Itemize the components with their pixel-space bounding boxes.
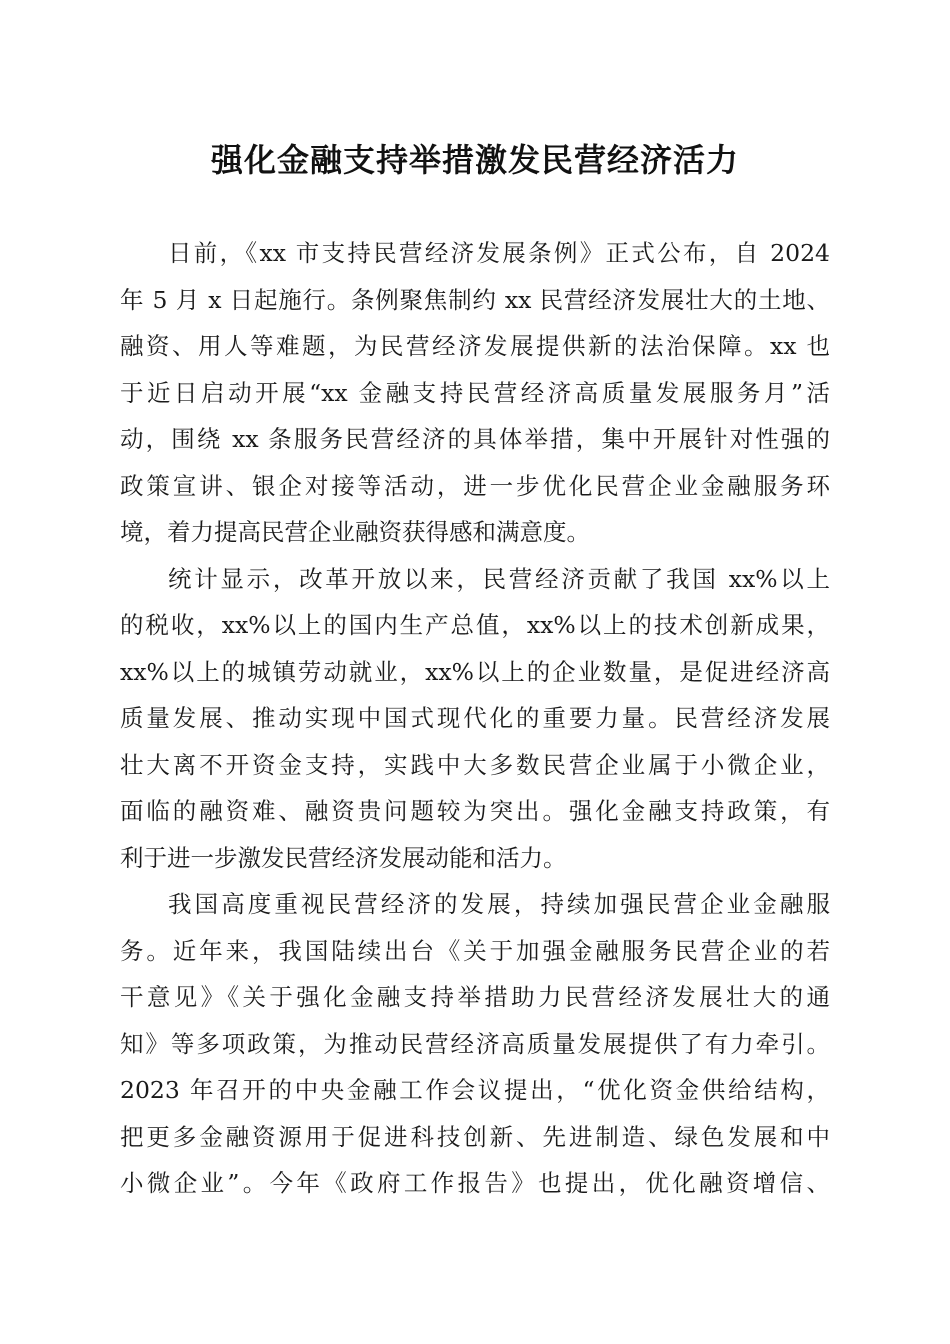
text-line: 的税收，xx%以上的国内生产总值，xx%以上的技术创新成果，	[120, 611, 830, 639]
text-line: 小微企业”。今年《政府工作报告》也提出，优化融资增信、	[120, 1169, 830, 1197]
paragraph	[120, 556, 830, 882]
document-body	[120, 230, 830, 1207]
text-line: 境，着力提高民营企业融资获得感和满意度。	[120, 518, 590, 546]
text-line: 务。近年来，我国陆续出台《关于加强金融服务民营企业的若	[120, 936, 830, 965]
text-line: 我国高度重视民营经济的发展，持续加强民营企业金融服	[168, 890, 830, 918]
text-line: 动，围绕 xx 条服务民营经济的具体举措，集中开展针对性强的	[120, 425, 830, 453]
text-line: 于近日启动开展“xx 金融支持民营经济高质量发展服务月”活	[120, 378, 830, 407]
paragraph	[120, 230, 830, 556]
text-line: 利于进一步激发民营经济发展动能和活力。	[120, 843, 567, 872]
text-line: 日前，《xx 市支持民营经济发展条例》正式公布，自 2024	[168, 239, 830, 267]
document-title: 强化金融支持举措激发民营经济活力	[210, 141, 739, 179]
text-line: 统计显示，改革开放以来，民营经济贡献了我国 xx%以上	[168, 564, 830, 593]
text-line: 面临的融资难、融资贵问题较为突出。强化金融支持政策，有	[120, 797, 830, 825]
paragraph	[120, 881, 830, 1207]
text-line: 政策宣讲、银企对接等活动，进一步优化民营企业金融服务环	[120, 471, 830, 500]
text-line: 2023 年召开的中央金融工作会议提出，“优化资金供给结构，	[120, 1076, 830, 1104]
text-line: 质量发展、推动实现中国式现代化的重要力量。民营经济发展	[120, 704, 830, 732]
text-line: 知》等多项政策，为推动民营经济高质量发展提供了有力牵引。	[120, 1029, 830, 1058]
text-line: 融资、用人等难题，为民营经济发展提供新的法治保障。xx 也	[120, 332, 830, 360]
text-line: 干意见》《关于强化金融支持举措助力民营经济发展壮大的通	[120, 983, 830, 1011]
text-line: 年 5 月 x 日起施行。条例聚焦制约 xx 民营经济发展壮大的土地、	[120, 285, 830, 314]
text-line: 壮大离不开资金支持，实践中大多数民营企业属于小微企业，	[120, 750, 830, 779]
text-line: 把更多金融资源用于促进科技创新、先进制造、绿色发展和中	[120, 1122, 830, 1151]
text-line: xx%以上的城镇劳动就业，xx%以上的企业数量，是促进经济高	[120, 657, 830, 686]
